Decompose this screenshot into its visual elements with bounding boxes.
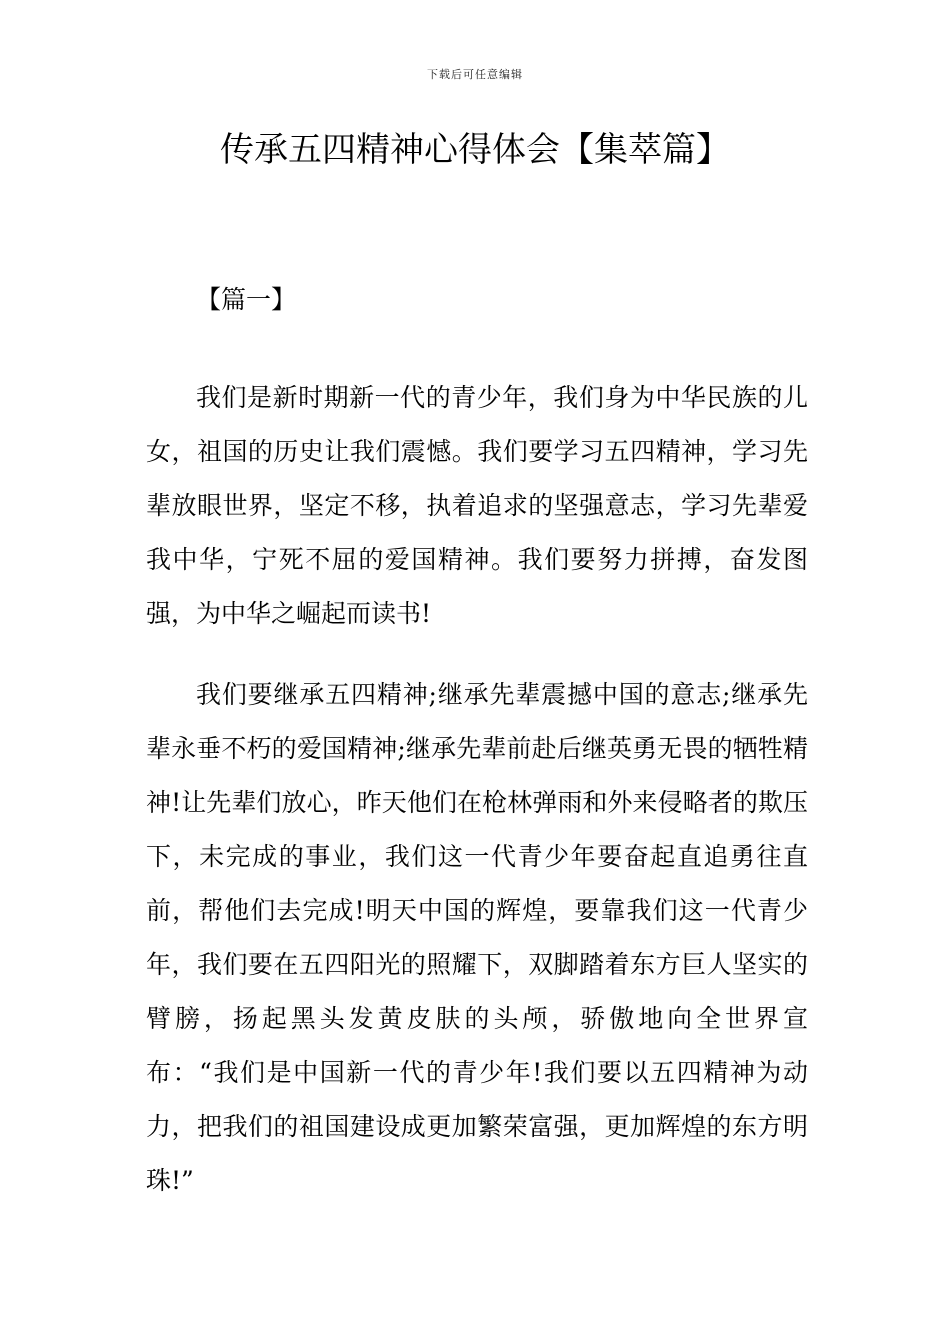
paragraph-2: 我们要继承五四精神;继承先辈震撼中国的意志;继承先辈永垂不朽的爱国精神;继承先辈前赴后继英勇无畏的牺牲精神!让先辈们放心，昨天他们在枪林弹雨和外来侵略者的欺压下，未完成的事业，我们这一代青少年要奋起直追勇往直前，帮他们去完成!明天中国的辉煌，要靠我们这一代青少年，我们要在五四阳光的照耀下，双脚踏着东方巨人坚实的臂膀，扬起黑头发黄皮肤的头颅，骄傲地向全世界宣布：“我们是中国新一代的青少年!我们要以五四精神为动力，把我们的祖国建设成更加繁荣富强，更加辉煌的东方明珠!” — [146, 680, 808, 1195]
document-title: 传承五四精神心得体会【集萃篇】 — [220, 130, 730, 170]
section-label: 【篇一】 — [196, 285, 297, 314]
paragraph-1: 我们是新时期新一代的青少年，我们身为中华民族的儿女，祖国的历史让我们震憾。我们要学习五四精神，学习先辈放眼世界，坚定不移，执着追求的坚强意志，学习先辈爱我中华，宁死不屈的爱国精神。我们要努力拼搏，奋发图强，为中华之崛起而读书! — [146, 383, 808, 628]
header-note: 下载后可任意编辑 — [427, 68, 523, 81]
